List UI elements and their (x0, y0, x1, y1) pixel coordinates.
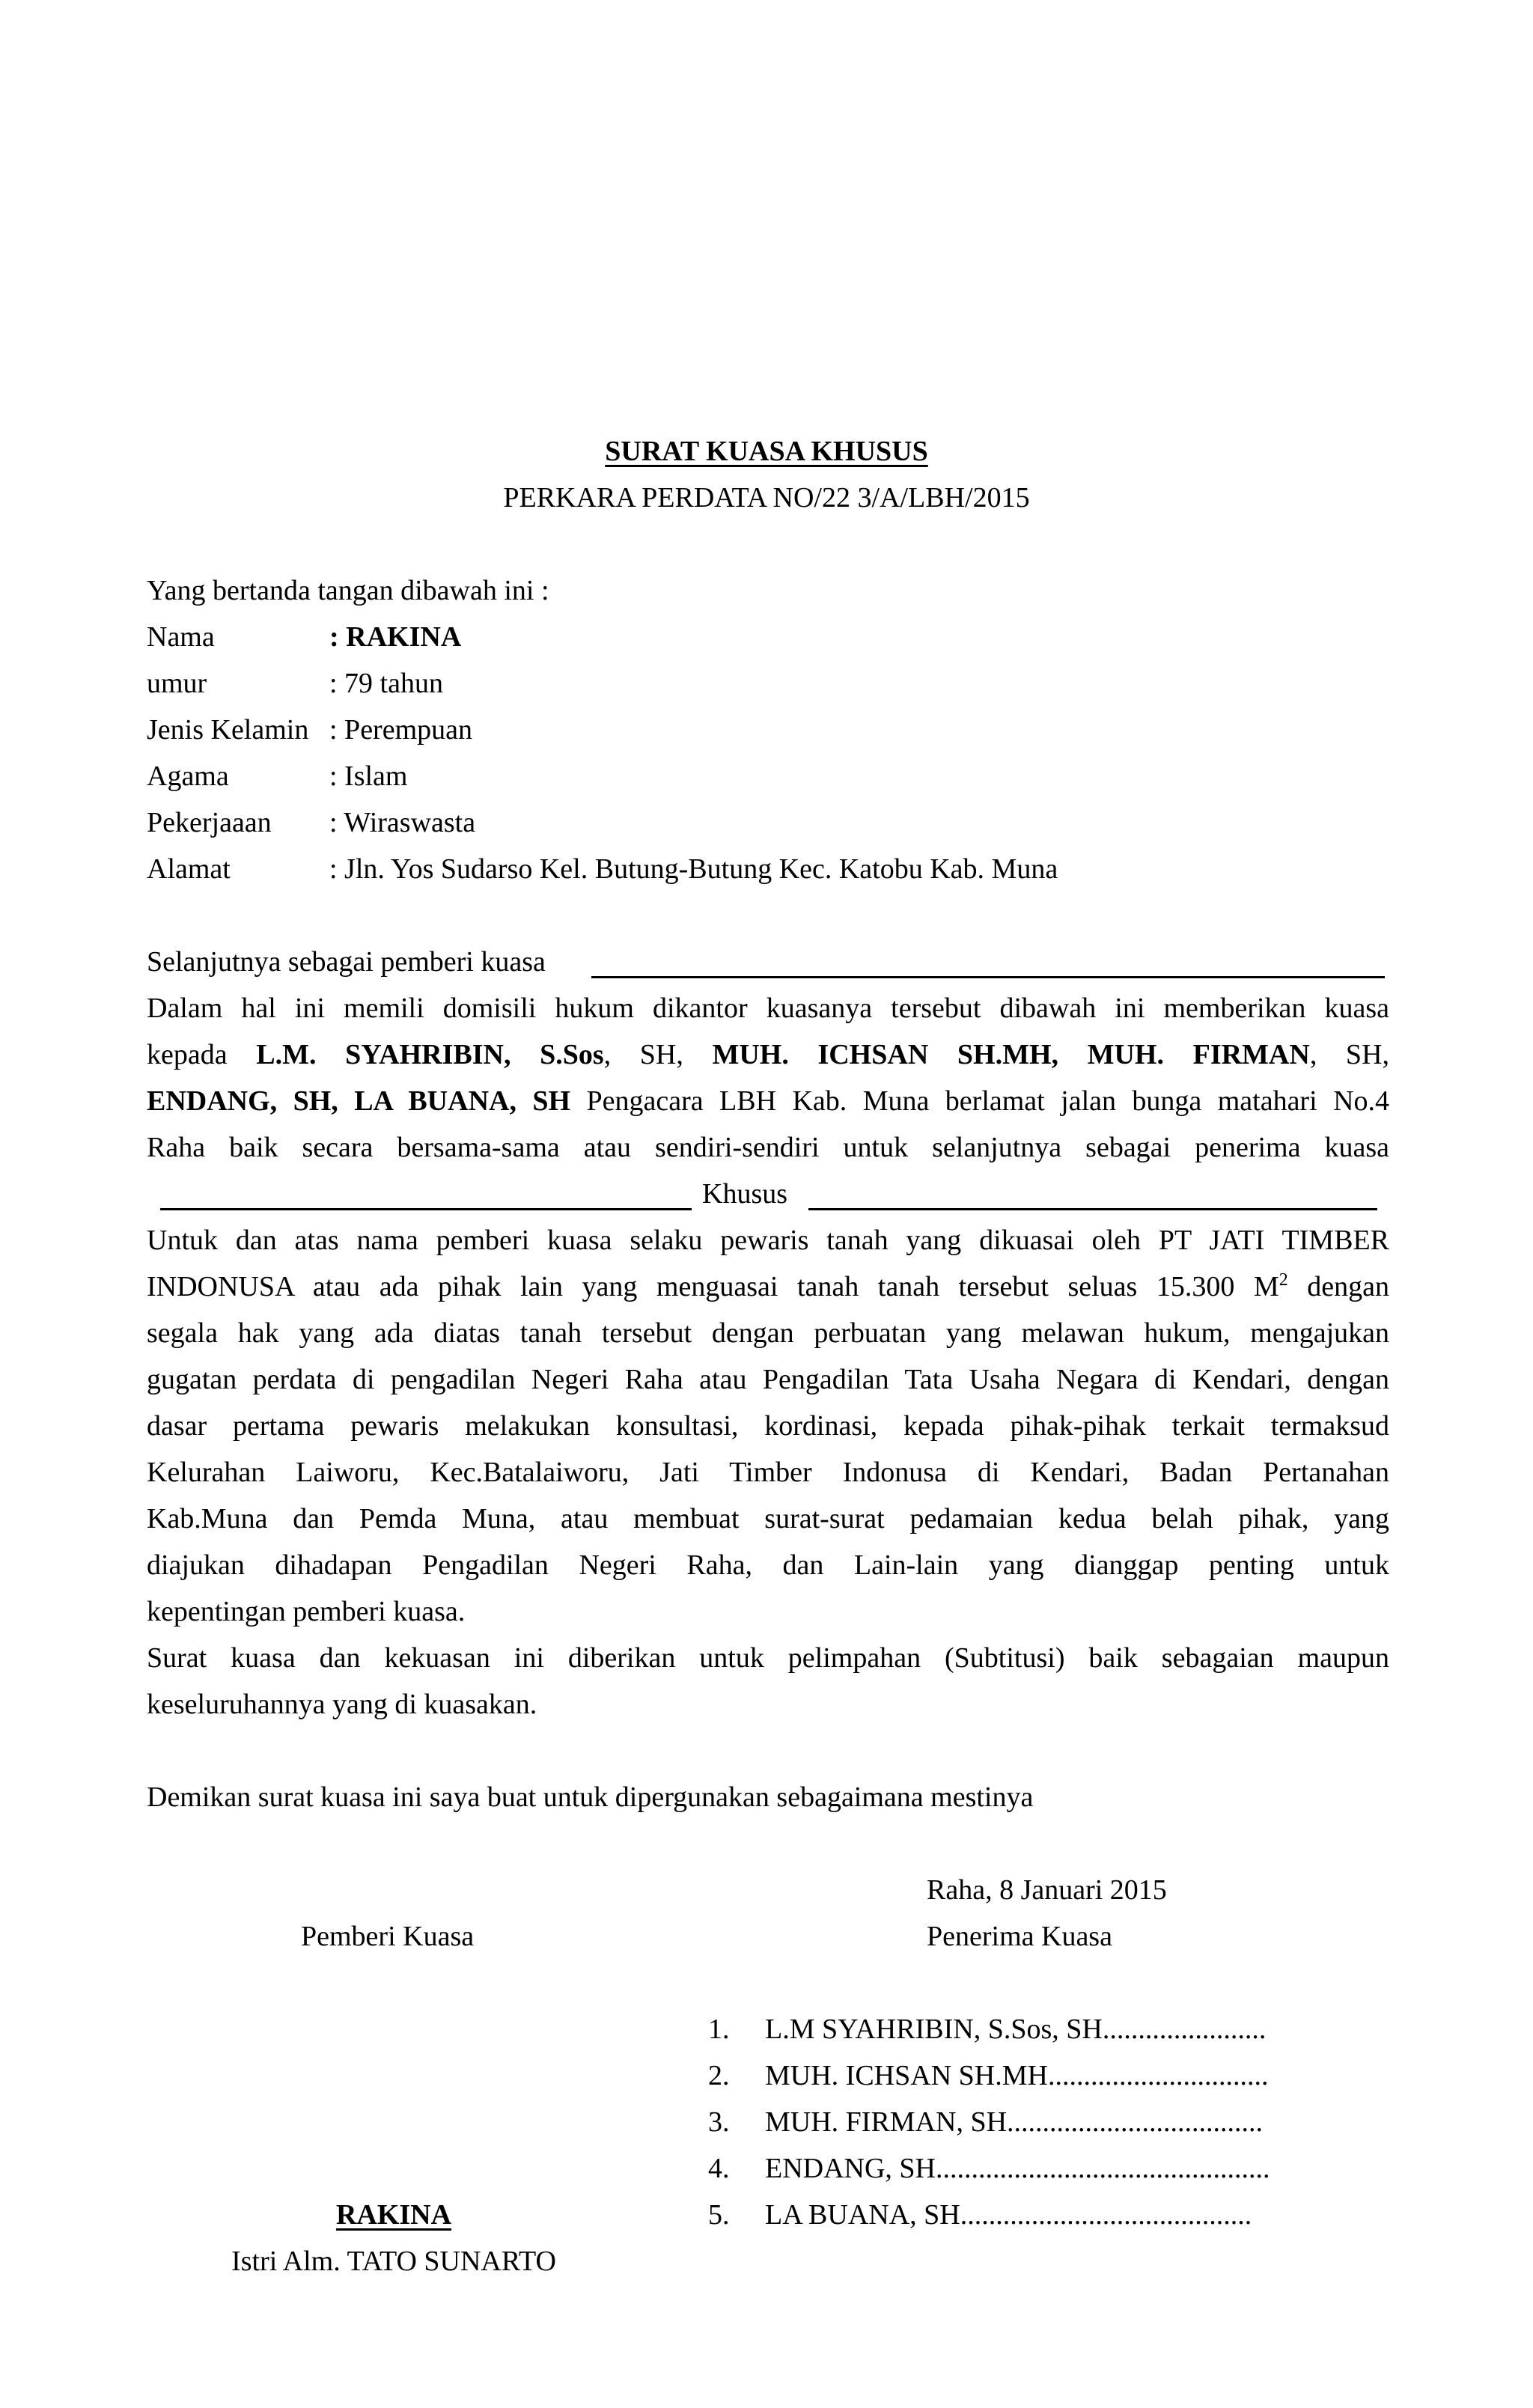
para2-line6: Kelurahan Laiworu, Kec.Batalaiworu, Jati Timber Indonusa di Kendari, Badan Pertanahan (147, 1457, 1389, 1488)
penerima-num-1: 1. (708, 2014, 730, 2045)
field-label-jenis-kelamin: Jenis Kelamin (147, 714, 309, 746)
para2-line3: segala hak yang ada diatas tanah tersebut dengan perbuatan yang melawan hukum, mengajukan (147, 1317, 1389, 1349)
field-label-agama: Agama (147, 760, 229, 792)
closing-text: Demikan surat kuasa ini saya buat untuk dipergunakan sebagaimana mestinya (147, 1781, 1034, 1813)
penerima-names-4-5: ENDANG, SH, LA BUANA, SH (147, 1085, 571, 1117)
penerima-item-2: MUH. ICHSAN SH.MH............................... (765, 2060, 1269, 2091)
para2-line1: Untuk dan atas nama pemberi kuasa selaku pewaris tanah yang dikuasai oleh PT JATI TIMBER (147, 1225, 1389, 1256)
pemberi-kuasa-line: Selanjutnya sebagai pemberi kuasa (147, 946, 546, 978)
para1-line2-prefix: kepada (147, 1039, 228, 1070)
document-title: SURAT KUASA KHUSUS (605, 436, 928, 467)
signer-name: RAKINA (335, 2199, 452, 2231)
blank-line-right (808, 1208, 1377, 1210)
penerima-item-3: MUH. FIRMAN, SH.................................... (765, 2106, 1264, 2138)
para2-line8: diajukan dihadapan Pengadilan Negeri Raha, dan Lain-lain yang dianggap penting untuk (147, 1549, 1389, 1581)
document-subtitle: PERKARA PERDATA NO/22 3/A/LBH/2015 (503, 482, 1030, 513)
para2-line2-end: dengan (1307, 1271, 1389, 1302)
penerima-item-5: LA BUANA, SH......................................... (765, 2199, 1252, 2231)
field-label-nama: Nama (147, 621, 215, 653)
field-value-umur: : 79 tahun (329, 668, 443, 699)
para3-line2: keseluruhannya yang di kuasakan. (147, 1689, 537, 1720)
field-label-umur: umur (147, 668, 207, 699)
penerima-num-3: 3. (708, 2106, 730, 2138)
place-date: Raha, 8 Januari 2015 (927, 1874, 1167, 1906)
penerima-num-4: 4. (708, 2153, 730, 2184)
field-value-pekerjaan: : Wiraswasta (329, 807, 476, 838)
para1-line3 (147, 1078, 1389, 1124)
para1-line1: Dalam hal ini memili domisili hukum dikantor kuasanya tersebut dibawah ini memberikan kuasa (147, 993, 1389, 1024)
penerima-item-4: ENDANG, SH............................................... (765, 2153, 1270, 2184)
field-value-nama: : RAKINA (329, 621, 462, 653)
khusus-label: Khusus (702, 1178, 788, 1210)
para2-line9: kepentingan pemberi kuasa. (147, 1596, 466, 1627)
para1-line3-rest: Pengacara LBH Kab. Muna berlamat jalan bunga matahari No.4 (586, 1085, 1389, 1117)
field-label-pekerjaan: Pekerjaaan (147, 807, 272, 838)
intro-text: Yang bertanda tangan dibawah ini : (147, 575, 549, 606)
penerima-kuasa-label: Penerima Kuasa (927, 1921, 1112, 1952)
penerima-item-1: L.M SYAHRIBIN, S.Sos, SH....................... (765, 2014, 1267, 2045)
penerima-names-2-3: MUH. ICHSAN SH.MH, MUH. FIRMAN (712, 1039, 1310, 1070)
para1-line2-sep1: , SH, (603, 1039, 683, 1070)
para1-line2-sep2: , SH, (1309, 1039, 1389, 1070)
para1-line4: Raha baik secara bersama-sama atau sendiri-sendiri untuk selanjutnya sebagai penerima kuasa (147, 1132, 1389, 1163)
penerima-num-5: 5. (708, 2199, 730, 2231)
squared-superscript: 2 (1278, 1270, 1288, 1290)
field-value-alamat: : Jln. Yos Sudarso Kel. Butung-Butung Kec. Katobu Kab. Muna (329, 853, 1058, 885)
field-value-jenis-kelamin: : Perempuan (329, 714, 473, 746)
penerima-name-1: L.M. SYAHRIBIN, S.Sos (256, 1039, 604, 1070)
pemberi-kuasa-label: Pemberi Kuasa (301, 1921, 475, 1952)
para1-line2 (147, 1031, 1389, 1078)
blank-line-left (160, 1208, 692, 1210)
para2-line2 (147, 1264, 1389, 1310)
signer-note: Istri Alm. TATO SUNARTO (231, 2246, 556, 2277)
blank-line-pemberi (591, 976, 1385, 978)
para3-line1: Surat kuasa dan kekuasan ini diberikan untuk pelimpahan (Subtitusi) baik sebagaian maupun (147, 1642, 1389, 1674)
para2-line7: Kab.Muna dan Pemda Muna, atau membuat surat-surat pedamaian kedua belah pihak, yang (147, 1503, 1389, 1534)
para2-line2-text: INDONUSA atau ada pihak lain yang menguasai tanah tanah tersebut seluas 15.300 M (147, 1271, 1279, 1302)
para2-line5: dasar pertama pewaris melakukan konsultasi, kordinasi, kepada pihak-pihak terkait termaksud (147, 1410, 1389, 1442)
para2-line4: gugatan perdata di pengadilan Negeri Raha atau Pengadilan Tata Usaha Negara di Kendari, dengan (147, 1364, 1389, 1395)
field-value-agama: : Islam (329, 760, 408, 792)
penerima-num-2: 2. (708, 2060, 730, 2091)
field-label-alamat: Alamat (147, 853, 231, 885)
